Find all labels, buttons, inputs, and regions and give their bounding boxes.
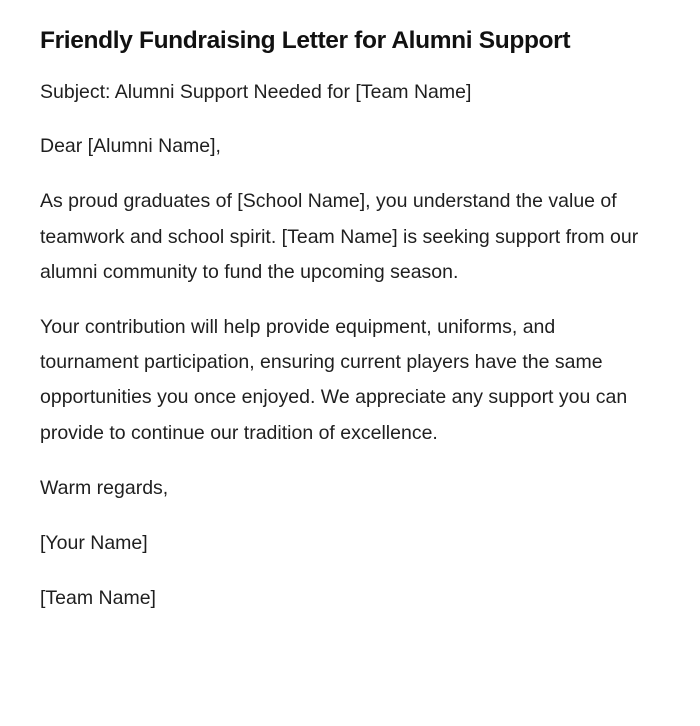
letter-paragraph-1: As proud graduates of [School Name], you understand the value of teamwork and school spirit. [Team Name] is seeking support from our alumni community to fund the upcoming season. — [40, 190, 639, 283]
letter-title: Friendly Fundraising Letter for Alumni Support — [40, 27, 571, 54]
letter-closing: Warm regards, — [40, 476, 169, 499]
letter-subject: Subject: Alumni Support Needed for [Team Name] — [40, 81, 472, 103]
letter-paragraph-2: Your contribution will help provide equipment, uniforms, and tournament participation, ensuring current players have the same opportunities you once enjoyed. We appreciate any support you can provide to continue our tradition of excellence. — [40, 316, 628, 444]
signature-name: [Your Name] — [40, 532, 148, 555]
signature-team: [Team Name] — [40, 587, 156, 610]
letter-greeting: Dear [Alumni Name], — [40, 135, 221, 158]
